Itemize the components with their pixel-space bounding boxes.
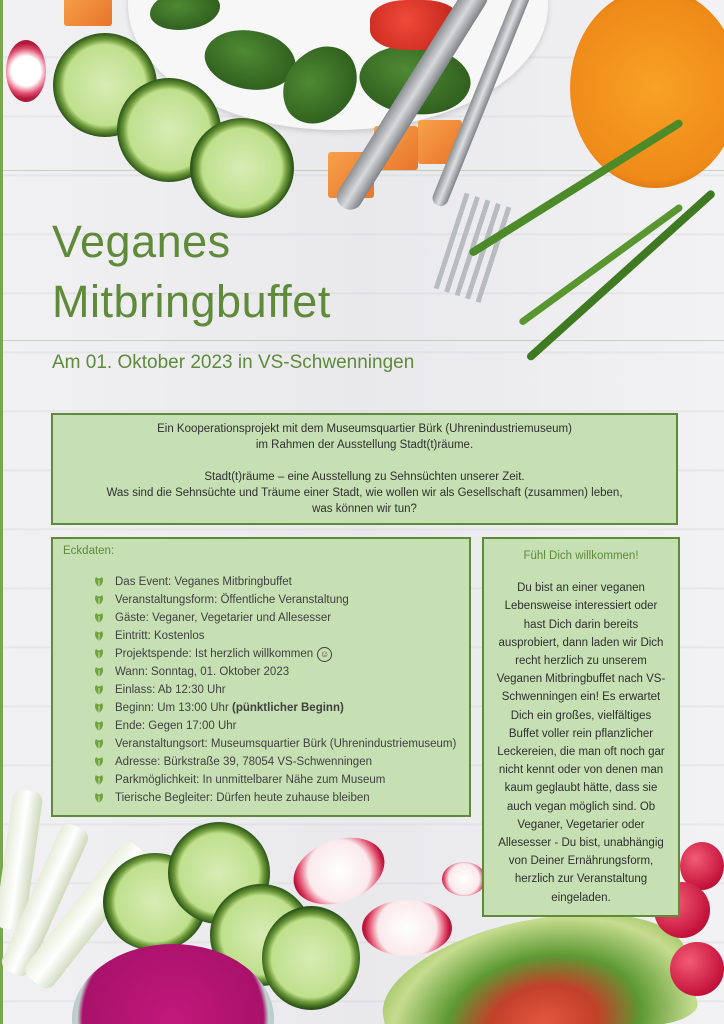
leaf-bullet-icon <box>93 612 105 624</box>
radish-slice <box>362 900 452 956</box>
list-item <box>93 771 459 789</box>
leaf-bullet-icon <box>93 576 105 588</box>
eckdaten-item: Wann: Sonntag, 01. Oktober 2023 <box>115 666 290 678</box>
welcome-line: Allesesser - Du bist, unabhängig <box>498 837 664 850</box>
green-onion <box>518 203 684 326</box>
eckdaten-box <box>51 537 471 817</box>
leaf-bullet-icon <box>93 738 105 750</box>
radish-slice <box>442 862 486 896</box>
eckdaten-item: Ende: Gegen 17:00 Uhr <box>115 720 237 732</box>
leaf-bullet-icon <box>93 720 105 732</box>
welcome-line: Lebensweise interessiert oder <box>504 600 658 613</box>
eckdaten-item: Einlass: Ab 12:30 Uhr <box>115 684 226 696</box>
eckdaten-item: Adresse: Bürkstraße 39, 78054 VS-Schwenningen <box>115 756 372 768</box>
title-line-1: Veganes <box>52 216 231 267</box>
list-item <box>93 735 459 753</box>
divider-line <box>0 340 724 341</box>
welcome-box <box>482 537 680 917</box>
welcome-line: Du bist an einer veganen <box>517 582 645 595</box>
eckdaten-item: Veranstaltungsform: Öffentliche Veranstaltung <box>115 594 349 606</box>
eckdaten-list <box>63 573 459 807</box>
eckdaten-item: Beginn: Um 13:00 Uhr <box>115 702 229 714</box>
cucumber-slice <box>262 906 360 1010</box>
title-line-2: Mitbringbuffet <box>52 276 331 327</box>
list-item <box>93 681 459 699</box>
eckdaten-item: Eintritt: Kostenlos <box>115 630 205 642</box>
welcome-line: auch vegan möglich sind. Ob <box>506 800 656 813</box>
green-onion <box>525 189 716 362</box>
welcome-line: hast Dich darin bereits <box>523 618 639 631</box>
leaf-bullet-icon <box>93 594 105 606</box>
leaf-bullet-icon <box>93 684 105 696</box>
leaf-bullet-icon <box>93 666 105 678</box>
welcome-line: Schwenningen ein! Es erwartet <box>501 691 661 704</box>
intro-line: Ein Kooperationsprojekt mit dem Museumsquartier Bürk (Uhrenindustriemuseum) <box>157 423 572 435</box>
list-item <box>93 717 459 735</box>
list-item <box>93 645 459 663</box>
intro-line: im Rahmen der Ausstellung Stadt(t)räume. <box>255 439 474 451</box>
eckdaten-item: Projektspende: Ist herzlich willkommen <box>115 648 314 660</box>
welcome-line: herzlich zur Veranstaltung <box>514 873 648 886</box>
welcome-line: Veganer, Vegetarier oder <box>517 818 645 831</box>
list-item <box>93 699 459 717</box>
leaf-bullet-icon <box>93 702 105 714</box>
welcome-line: recht herzlich zu unserem <box>515 655 647 668</box>
beginn-emphasis: (pünktlicher Beginn) <box>232 702 344 714</box>
eckdaten-item: Tierische Begleiter: Dürfen heute zuhause bleiben <box>115 792 370 804</box>
list-item <box>93 663 459 681</box>
intro-line: was können wir tun? <box>312 503 417 515</box>
radish-slice <box>6 40 46 102</box>
intro-line: Stadt(t)räume – eine Ausstellung zu Sehnsüchten unserer Zeit. <box>204 471 525 483</box>
intro-line: Was sind die Sehnsüchte und Träume einer Stadt, wie wollen wir als Gesellschaft (zusammen) leben, <box>106 487 623 499</box>
leaf-bullet-icon <box>93 648 105 660</box>
eckdaten-item: Das Event: Veganes Mitbringbuffet <box>115 576 292 588</box>
eckdaten-heading: Eckdaten: <box>63 545 115 557</box>
intro-box <box>51 413 678 525</box>
carrot-cube <box>64 0 112 26</box>
page-title <box>52 212 472 332</box>
list-item <box>93 627 459 645</box>
list-item <box>93 573 459 591</box>
welcome-text <box>494 579 668 907</box>
welcome-line: Buffet voller rein pflanzlicher <box>508 727 654 740</box>
welcome-line: von Deiner Ernährungsform, <box>508 855 654 868</box>
leaf-bullet-icon <box>93 774 105 786</box>
radish <box>670 942 724 996</box>
welcome-line: Veganen Mitbringbuffet nach VS- <box>496 673 666 686</box>
smiley-icon: ☺ <box>317 647 332 662</box>
welcome-line: Dich ein großes, vielfältiges <box>510 709 652 722</box>
soup-bowl <box>570 0 724 188</box>
welcome-line: eingeladen. <box>551 891 611 904</box>
leaf-bullet-icon <box>93 756 105 768</box>
list-item <box>93 591 459 609</box>
leaf-bullet-icon <box>93 792 105 804</box>
leaf-bullet-icon <box>93 630 105 642</box>
welcome-line: Leckereien, die man oft noch gar <box>497 746 665 759</box>
welcome-line: kaum geglaubt hätte, dass sie <box>504 782 658 795</box>
welcome-heading: Fühl Dich willkommen! <box>523 550 639 562</box>
page-subtitle: Am 01. Oktober 2023 in VS-Schwenningen <box>52 352 415 373</box>
eckdaten-item: Gäste: Veganer, Vegetarier und Allesesser <box>115 612 332 624</box>
eckdaten-item: Veranstaltungsort: Museumsquartier Bürk (Uhrenindustriemuseum) <box>115 738 457 750</box>
list-item <box>93 753 459 771</box>
welcome-line: ausprobiert, dann laden wir Dich <box>498 636 664 649</box>
welcome-line: nicht kennt oder von denen man <box>498 764 664 777</box>
cucumber-slice <box>190 118 294 218</box>
list-item <box>93 609 459 627</box>
eckdaten-item: Parkmöglichkeit: In unmittelbarer Nähe zum Museum <box>115 774 386 786</box>
list-item <box>93 789 459 807</box>
